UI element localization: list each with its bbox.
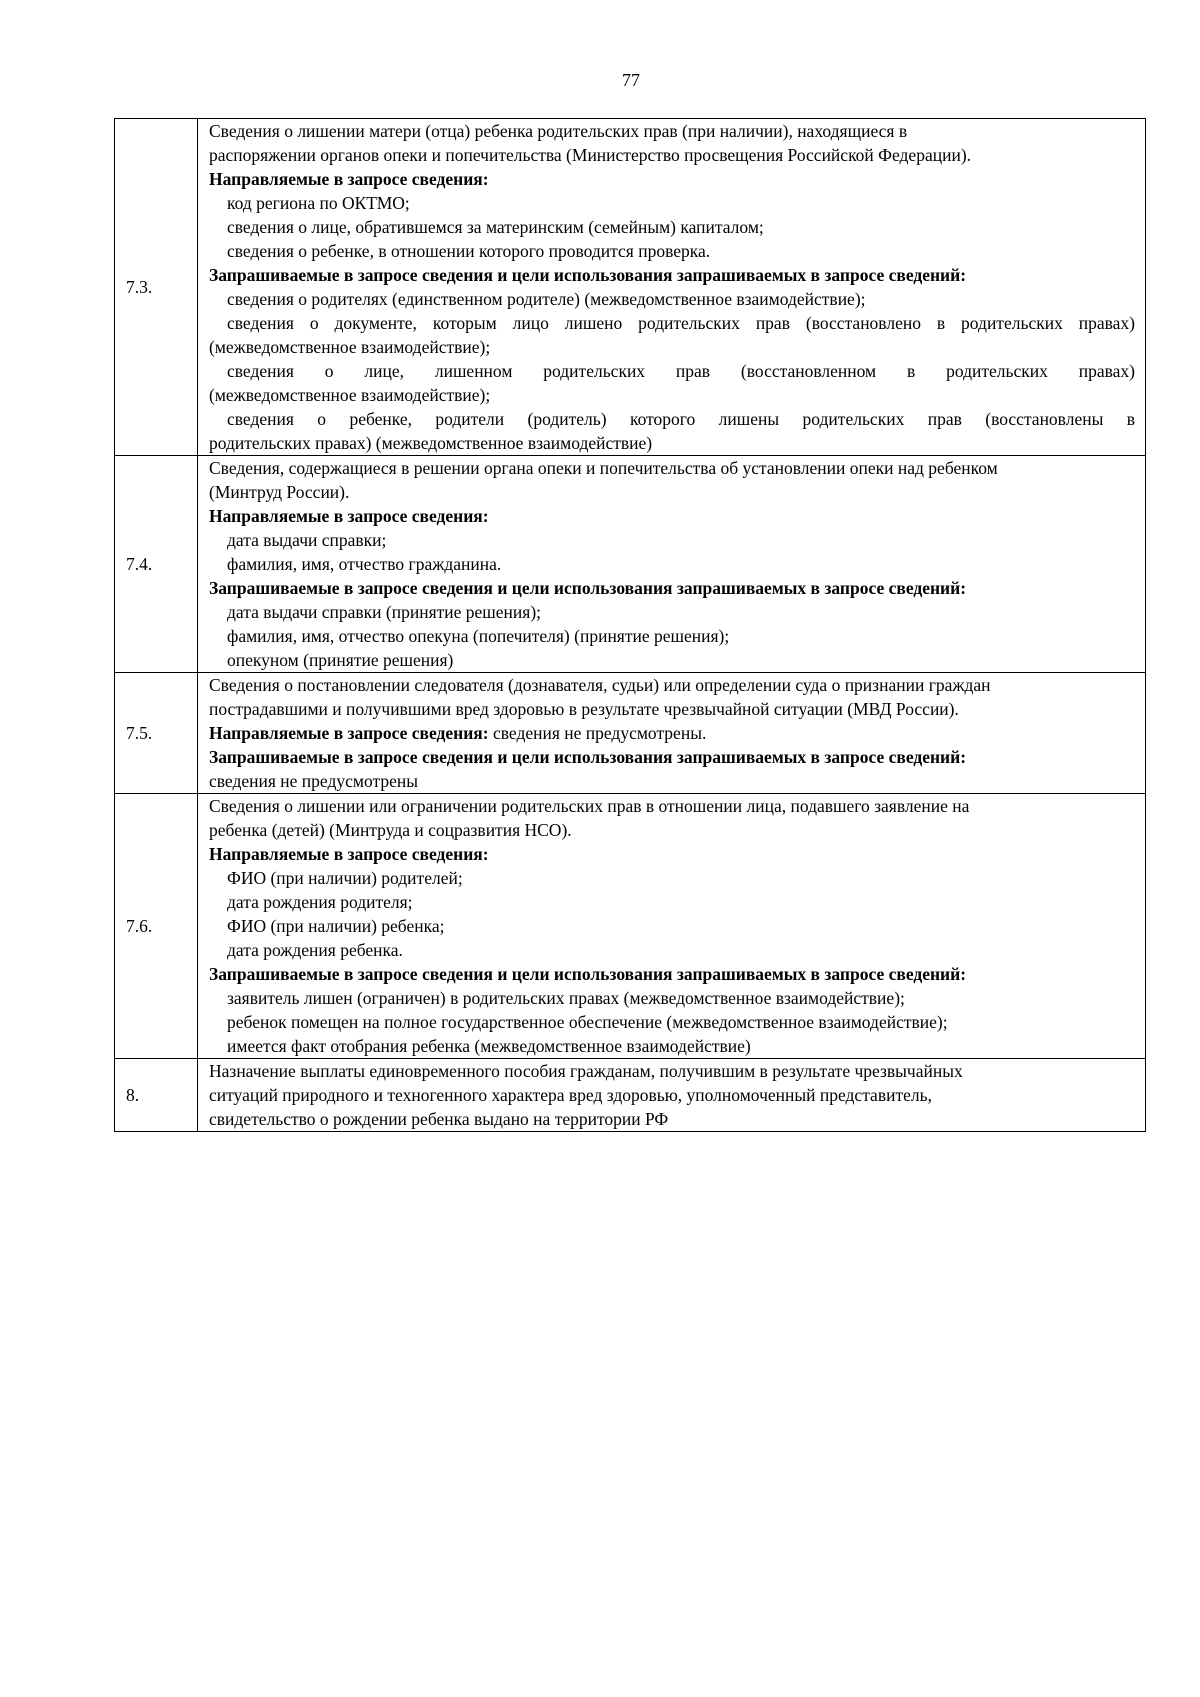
- text-line: ребенок помещен на полное государственное обеспечение (межведомственное взаимодействие);: [227, 1012, 948, 1032]
- requirements-table: [114, 118, 1146, 1132]
- table-row: [115, 794, 1146, 1059]
- text-line: (межведомственное взаимодействие);: [209, 337, 491, 357]
- text-line: свидетельство о рождении ребенка выдано на территории РФ: [209, 1109, 669, 1129]
- section-heading: [209, 263, 1135, 287]
- text-line: Сведения, содержащиеся в решении органа опеки и попечительства об установлении опеки над ребенком: [209, 458, 998, 478]
- text-line: заявитель лишен (ограничен) в родительских правах (межведомственное взаимодействие);: [227, 988, 905, 1008]
- heading-rest-text: сведения не предусмотрены.: [488, 723, 707, 743]
- table-body: [115, 119, 1146, 1132]
- row-content: [198, 1059, 1146, 1132]
- text-line: фамилия, имя, отчество опекуна (попечителя) (принятие решения);: [227, 626, 730, 646]
- table-row: [115, 673, 1146, 794]
- text-line: Сведения о лишении матери (отца) ребенка родительских прав (при наличии), находящиеся в: [209, 121, 908, 141]
- section-heading: [209, 842, 1135, 866]
- section-heading: [209, 504, 1135, 528]
- row-content: [198, 794, 1146, 1059]
- text-line: Сведения о лишении или ограничении родительских прав в отношении лица, подавшего заявление на: [209, 796, 970, 816]
- row-content: [198, 673, 1146, 794]
- text-line: ФИО (при наличии) родителей;: [227, 868, 463, 888]
- heading-text: Направляемые в запросе сведения:: [209, 169, 489, 189]
- text-line: фамилия, имя, отчество гражданина.: [227, 554, 502, 574]
- text-line: сведения о лице, лишенном родительских прав (восстановленном в родительских правах): [227, 361, 1135, 381]
- text-line: сведения о лице, обратившемся за материнским (семейным) капиталом;: [227, 217, 764, 237]
- text-line: сведения о ребенке, родители (родитель) которого лишены родительских прав (восстановлены в: [227, 409, 1135, 429]
- text-line: дата выдачи справки;: [227, 530, 387, 550]
- row-number: 7.3.: [115, 119, 198, 456]
- text-line: имеется факт отобрания ребенка (межведомственное взаимодействие): [227, 1036, 751, 1056]
- table-row: [115, 1059, 1146, 1132]
- section-heading: [209, 962, 1135, 986]
- heading-text: Запрашиваемые в запросе сведения и цели использования запрашиваемых в запросе сведений:: [209, 578, 967, 598]
- text-line: ФИО (при наличии) ребенка;: [227, 916, 445, 936]
- text-line: Назначение выплаты единовременного пособия гражданам, получившим в результате чрезвычайных: [209, 1061, 963, 1081]
- text-line: дата рождения ребенка.: [227, 940, 403, 960]
- text-line: ситуаций природного и техногенного характера вред здоровью, уполномоченный представитель,: [209, 1085, 932, 1105]
- text-line: пострадавшими и получившими вред здоровью в результате чрезвычайной ситуации (МВД России).: [209, 699, 959, 719]
- heading-text: Направляемые в запросе сведения:: [209, 844, 489, 864]
- section-heading: [209, 721, 1135, 745]
- row-content: [198, 456, 1146, 673]
- table-row: [115, 456, 1146, 673]
- text-line: распоряжении органов опеки и попечительства (Министерство просвещения Российской Федерации).: [209, 145, 972, 165]
- text-line: Сведения о постановлении следователя (дознавателя, судьи) или определении суда о признании граждан: [209, 675, 991, 695]
- text-line: сведения не предусмотрены: [209, 771, 418, 791]
- section-heading: [209, 576, 1135, 600]
- row-number: 8.: [115, 1059, 198, 1132]
- heading-text: Направляемые в запросе сведения:: [209, 723, 489, 743]
- text-line: сведения о ребенке, в отношении которого проводится проверка.: [227, 241, 711, 261]
- heading-text: Запрашиваемые в запросе сведения и цели использования запрашиваемых в запросе сведений:: [209, 265, 967, 285]
- heading-text: Запрашиваемые в запросе сведения и цели использования запрашиваемых в запросе сведений:: [209, 747, 967, 767]
- text-line: сведения о родителях (единственном родителе) (межведомственное взаимодействие);: [227, 289, 866, 309]
- row-content: [198, 119, 1146, 456]
- heading-text: Запрашиваемые в запросе сведения и цели использования запрашиваемых в запросе сведений:: [209, 964, 967, 984]
- heading-text: Направляемые в запросе сведения:: [209, 506, 489, 526]
- text-line: родительских правах) (межведомственное взаимодействие): [209, 433, 653, 453]
- text-line: код региона по ОКТМО;: [227, 193, 410, 213]
- text-line: дата выдачи справки (принятие решения);: [227, 602, 542, 622]
- section-heading: [209, 745, 1135, 769]
- section-heading: [209, 167, 1135, 191]
- text-line: опекуном (принятие решения): [227, 650, 454, 670]
- text-line: (Минтруд России).: [209, 482, 350, 502]
- text-line: сведения о документе, которым лицо лишено родительских прав (восстановлено в родительских правах): [227, 313, 1135, 333]
- row-number: 7.5.: [115, 673, 198, 794]
- row-number: 7.6.: [115, 794, 198, 1059]
- text-line: (межведомственное взаимодействие);: [209, 385, 491, 405]
- row-number: 7.4.: [115, 456, 198, 673]
- text-line: дата рождения родителя;: [227, 892, 413, 912]
- table-row: [115, 119, 1146, 456]
- text-line: ребенка (детей) (Минтруда и соцразвития НСО).: [209, 820, 572, 840]
- page-number: 77: [622, 70, 640, 90]
